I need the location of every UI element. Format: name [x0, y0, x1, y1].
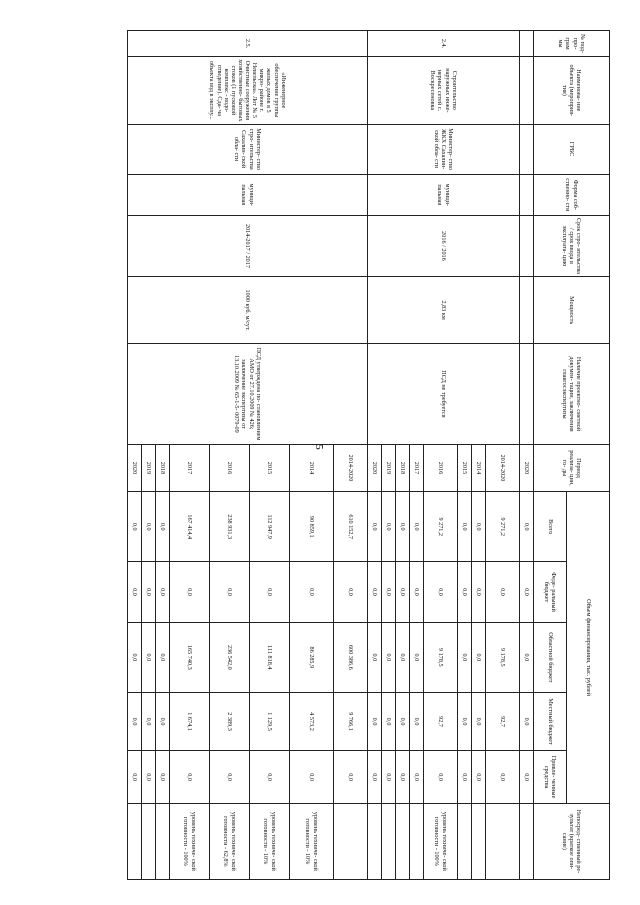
cell-private: 0,0: [368, 751, 382, 803]
header-private: Привле- ченные средства: [534, 751, 567, 803]
header-capacity: Мощность: [534, 276, 610, 343]
cell-period: 2020: [128, 444, 142, 492]
cell-form: муници- пальная: [368, 174, 520, 215]
cell-regional: 0,0: [128, 623, 142, 693]
cell-period: 2017: [410, 444, 424, 492]
header-federal: Феде- ральный бюджет: [534, 562, 567, 623]
cell-regional: 86 285,9: [290, 623, 334, 693]
cell-regional: 0,0: [520, 623, 534, 693]
page-number: 5: [312, 444, 325, 450]
cell-period: 2016: [210, 444, 250, 492]
cell-total: 112 947,9: [250, 492, 290, 562]
cell-psd: ПСД утверждена по- становлением АМО от 27.10.2009 № 426; заключение экспертизы от 13.10.2009 № 65-1-5- 0079-09: [128, 344, 368, 444]
cell-psd: ПСД не требуется: [368, 344, 520, 444]
cell-regional: 0,0: [142, 623, 156, 693]
funding-table: [127, 30, 610, 880]
cell-capacity: 2,83 км: [368, 276, 520, 343]
cell-federal: 0,0: [142, 562, 156, 623]
cell-result: уровень техниче- ской готовности - 62,8%: [210, 803, 250, 879]
cell-local: 0,0: [458, 692, 472, 751]
header-num: № под- про- грам мы: [534, 31, 610, 57]
cell-total: 0,0: [382, 492, 396, 562]
cell-psd: [520, 344, 534, 444]
header-term: Срок стро- ительства / срок ввода в эксплуата- цию: [534, 216, 610, 277]
cell-term: 2016 / 2016: [368, 216, 520, 277]
cell-local: 0,0: [396, 692, 410, 751]
cell-federal: 0,0: [290, 562, 334, 623]
cell-federal: 0,0: [128, 562, 142, 623]
cell-regional: 0,0: [368, 623, 382, 693]
cell-grbs: Министер- ство ЖКХ Сахалин- ской обла- сти: [368, 124, 520, 174]
header-funding: Объем финансирования, тыс. рублей: [567, 492, 610, 803]
cell-federal: 0,0: [472, 562, 486, 623]
cell-local: 0,0: [382, 692, 396, 751]
cell-name: [520, 57, 534, 124]
cell-result: [458, 803, 472, 879]
cell-form: муници- пальная: [128, 174, 368, 215]
cell-result: [368, 803, 382, 879]
cell-period: 2019: [382, 444, 396, 492]
cell-result: [334, 803, 368, 879]
cell-total: 0,0: [368, 492, 382, 562]
cell-grbs: Министер- ство стро- ительства Сахалин- ской обла- сти: [128, 124, 368, 174]
cell-private: 0,0: [156, 751, 170, 803]
cell-result: уровень техниче- ской готовности - 100%: [170, 803, 210, 879]
cell-local: 0,0: [156, 692, 170, 751]
cell-total: 0,0: [472, 492, 486, 562]
cell-local: 2 389,3: [210, 692, 250, 751]
cell-local: 0,0: [368, 692, 382, 751]
cell-federal: 0,0: [520, 562, 534, 623]
cell-result: уровень техниче- ской готовности - 100%: [424, 803, 458, 879]
cell-private: 0,0: [520, 751, 534, 803]
cell-federal: 0,0: [410, 562, 424, 623]
cell-result: [142, 803, 156, 879]
cell-private: 0,0: [128, 751, 142, 803]
cell-local: 1 129,5: [250, 692, 290, 751]
cell-local: 9 766,1: [334, 692, 368, 751]
cell-period: 2014-2020: [486, 444, 520, 492]
cell-result: [128, 803, 142, 879]
cell-private: 0,0: [396, 751, 410, 803]
header-grbs: ГРБС: [534, 124, 610, 174]
table-row: [334, 31, 368, 880]
cell-federal: 0,0: [156, 562, 170, 623]
cell-result: [382, 803, 396, 879]
cell-regional: 0,0: [458, 623, 472, 693]
cell-private: 0,0: [458, 751, 472, 803]
cell-regional: 0,0: [382, 623, 396, 693]
cell-federal: 0,0: [396, 562, 410, 623]
cell-period: 2020: [368, 444, 382, 492]
table-row: [520, 31, 534, 880]
cell-regional: 0,0: [156, 623, 170, 693]
cell-period: 2014: [290, 444, 334, 492]
cell-period: 2014: [472, 444, 486, 492]
cell-total: 167 414,4: [170, 492, 210, 562]
cell-period: 2015: [458, 444, 472, 492]
cell-total: 0,0: [520, 492, 534, 562]
cell-local: 1 674,1: [170, 692, 210, 751]
cell-form: [520, 174, 534, 215]
cell-term: [520, 216, 534, 277]
cell-period: 2020: [520, 444, 534, 492]
cell-federal: 0,0: [210, 562, 250, 623]
cell-total: 0,0: [128, 492, 142, 562]
cell-regional: 165 740,3: [170, 623, 210, 693]
cell-local: 0,0: [472, 692, 486, 751]
cell-federal: 0,0: [382, 562, 396, 623]
cell-grbs: [520, 124, 534, 174]
cell-private: 0,0: [424, 751, 458, 803]
cell-num: 2.5.: [128, 31, 368, 57]
cell-local: 0,0: [410, 692, 424, 751]
cell-total: 610 152,7: [334, 492, 368, 562]
header-result: Непосред- ственный ре- зультат (краткое опи- сание): [534, 803, 610, 879]
header-form: Форма соб- ственно- сти: [534, 174, 610, 215]
cell-name: Строительство наружных инже- нерных сетей с. Воскресеновка: [368, 57, 520, 124]
cell-private: 0,0: [290, 751, 334, 803]
cell-total: 238 931,3: [210, 492, 250, 562]
table-body: [128, 31, 534, 880]
cell-total: 90 859,1: [290, 492, 334, 562]
cell-local: 4 573,2: [290, 692, 334, 751]
cell-capacity: [520, 276, 534, 343]
cell-total: 9 271,2: [424, 492, 458, 562]
cell-result: уровень техниче- ской готовности - 10%: [250, 803, 290, 879]
cell-total: 0,0: [396, 492, 410, 562]
cell-federal: 0,0: [334, 562, 368, 623]
cell-private: 0,0: [382, 751, 396, 803]
cell-result: [410, 803, 424, 879]
cell-regional: 236 542,0: [210, 623, 250, 693]
cell-result: уровень техниче- ской готовности - 10%: [290, 803, 334, 879]
header-total: Всего: [534, 492, 567, 562]
cell-regional: 0,0: [396, 623, 410, 693]
cell-total: 0,0: [142, 492, 156, 562]
cell-period: 2016: [424, 444, 458, 492]
cell-local: 92,7: [424, 692, 458, 751]
cell-period: 2017: [170, 444, 210, 492]
header-regional: Областной бюджет: [534, 623, 567, 693]
cell-private: 0,0: [410, 751, 424, 803]
cell-private: 0,0: [170, 751, 210, 803]
cell-federal: 0,0: [486, 562, 520, 623]
cell-result: [520, 803, 534, 879]
cell-regional: 0,0: [472, 623, 486, 693]
cell-period: 2014-2020: [334, 444, 368, 492]
cell-private: 0,0: [334, 751, 368, 803]
header-psd: Наличие проектно- сметной докумен- тации, заключения главгосэкспертизы: [534, 344, 610, 444]
cell-total: 9 271,2: [486, 492, 520, 562]
cell-name: «Инженерное обеспечение группы жилых домов в 5 микро- районе г. Невельска». Лот № 5 Очистные сооружения хозяйственно- бытовых стоков (1 пусковой комплекс - водо- отведение). Сда- ча объекта вод в эксплу...: [128, 57, 368, 124]
cell-result: [486, 803, 520, 879]
cell-federal: 0,0: [170, 562, 210, 623]
cell-regional: 111 818,4: [250, 623, 290, 693]
cell-private: 0,0: [142, 751, 156, 803]
cell-result: [396, 803, 410, 879]
cell-regional: 9 178,5: [486, 623, 520, 693]
cell-result: [472, 803, 486, 879]
cell-private: 0,0: [250, 751, 290, 803]
cell-num: [520, 31, 534, 57]
header-period: Период реализа- ции, го- ды: [534, 444, 610, 492]
cell-local: 0,0: [128, 692, 142, 751]
cell-period: 2015: [250, 444, 290, 492]
cell-private: 0,0: [472, 751, 486, 803]
cell-total: 0,0: [410, 492, 424, 562]
cell-period: 2018: [156, 444, 170, 492]
cell-term: 2014-2017 / 2017: [128, 216, 368, 277]
cell-num: 2.4.: [368, 31, 520, 57]
cell-federal: 0,0: [250, 562, 290, 623]
cell-period: 2018: [396, 444, 410, 492]
cell-period: 2019: [142, 444, 156, 492]
cell-federal: 0,0: [458, 562, 472, 623]
cell-private: 0,0: [486, 751, 520, 803]
cell-local: 92,7: [486, 692, 520, 751]
cell-capacity: 1000 куб. м/сут.: [128, 276, 368, 343]
cell-local: 0,0: [142, 692, 156, 751]
cell-local: 0,0: [520, 692, 534, 751]
cell-regional: 9 178,5: [424, 623, 458, 693]
header-name: Наименова- ние объекта (мероприя- тия): [534, 57, 610, 124]
cell-private: 0,0: [210, 751, 250, 803]
cell-federal: 0,0: [424, 562, 458, 623]
cell-regional: 600 386,6: [334, 623, 368, 693]
cell-result: [156, 803, 170, 879]
cell-regional: 0,0: [410, 623, 424, 693]
cell-total: 0,0: [156, 492, 170, 562]
cell-federal: 0,0: [368, 562, 382, 623]
table-row: [486, 31, 520, 880]
header-local: Местный бюджет: [534, 692, 567, 751]
cell-total: 0,0: [458, 492, 472, 562]
